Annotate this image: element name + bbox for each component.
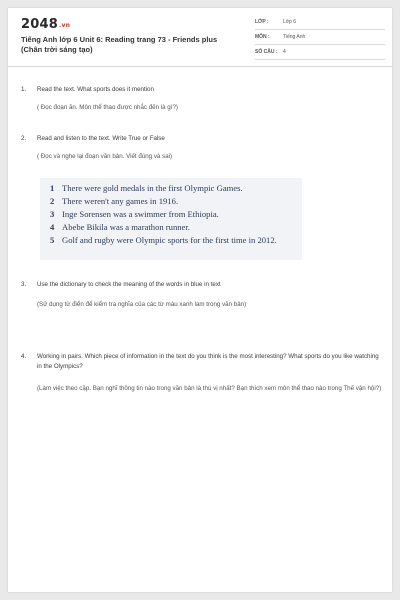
meta-subject-value: Tiếng Anh [283, 34, 306, 40]
question-text: Working in pairs. Which piece of information in the text do you think is the most interesting? What sports do you like watching in the Olympics? [37, 353, 379, 370]
logo-text: 2048 [21, 17, 58, 32]
meta-count-row [255, 47, 385, 60]
statement-text: Golf and rugby were Olympic sports for the first time in 2012. [62, 235, 277, 245]
meta-class-value: Lớp 6 [283, 19, 297, 25]
statement-text: There weren't any games in 1916. [62, 196, 179, 206]
statement-number: 5 [50, 235, 55, 245]
question-text: Read and listen to the text. Write True or False [37, 135, 165, 142]
question-translation: (Sử dụng từ điển để kiểm tra nghĩa của các từ màu xanh lam trong văn bản) [37, 301, 247, 308]
question-translation: ( Đọc và nghe lại đoạn văn bản. Viết đúng và sai) [37, 153, 173, 160]
question-text: Use the dictionary to check the meaning of the words in blue in text [37, 281, 221, 288]
question-number: 3. [21, 281, 27, 288]
logo-suffix: .vn [58, 22, 71, 29]
meta-subject-label: MÔN : [255, 34, 270, 40]
statement-number: 2 [50, 196, 55, 206]
question-text: Read the text. What sports does it mention [37, 86, 154, 93]
statements-image [40, 178, 302, 260]
question-translation: ( Đọc đoạn ăn. Môn thể thao được nhắc đến là gì?) [37, 104, 178, 111]
document-title: Tiếng Anh lớp 6 Unit 6: Reading trang 73 - Friends plus (Chân trời sáng tạo) [21, 35, 218, 54]
statement-number: 3 [50, 209, 55, 219]
statement-text: There were gold medals in the first Olympic Games. [62, 183, 243, 193]
question-translation: (Làm việc theo cặp. Bạn nghĩ thông tin nào trong văn bản là thú vị nhất? Bạn thích xem môn thể thao nào trong Thế vận hội?) [37, 385, 382, 392]
meta-count-value: 4 [283, 49, 286, 55]
worksheet-header [8, 8, 392, 67]
meta-subject-row [255, 32, 385, 45]
statement-text: Abebe Bikila was a marathon runner. [62, 222, 190, 232]
question-number: 2. [21, 135, 27, 142]
meta-class-label: LỚP : [255, 19, 269, 25]
question-number: 4. [21, 353, 27, 360]
worksheet-page [8, 8, 392, 592]
meta-class-row [255, 17, 385, 30]
site-logo[interactable] [21, 17, 70, 32]
question-number: 1. [21, 86, 27, 93]
meta-count-label: SỐ CÂU : [255, 49, 278, 55]
statement-number: 4 [50, 222, 55, 232]
statement-text: Inge Sorensen was a swimmer from Ethiopia. [62, 209, 219, 219]
statement-number: 1 [50, 183, 55, 193]
